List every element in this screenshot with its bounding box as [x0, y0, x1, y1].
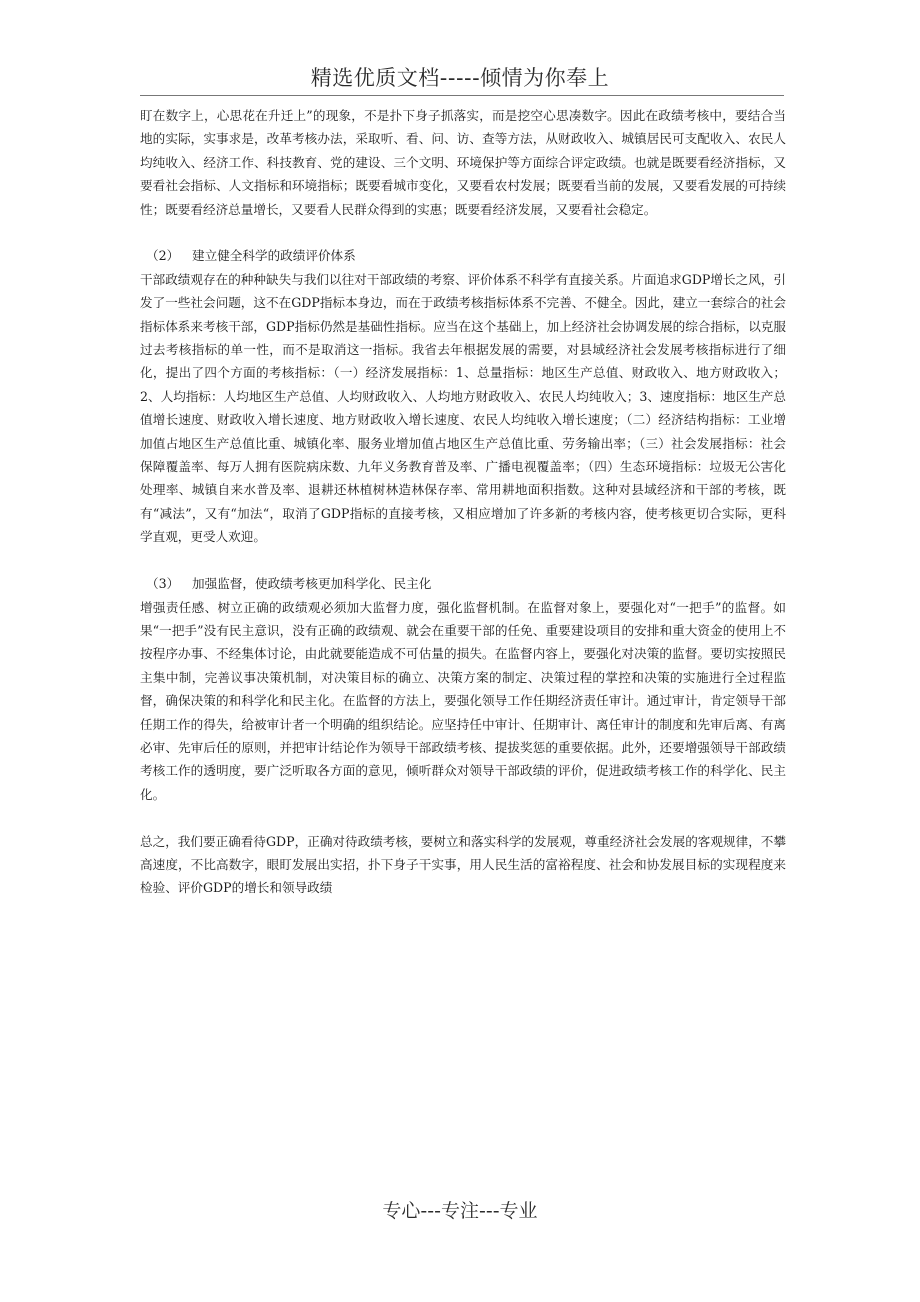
- page-footer-text: 专心---专注---专业: [382, 1200, 538, 1222]
- paragraph-gap: [140, 806, 786, 829]
- conclusion-paragraph: 总之，我们要正确看待GDP，正确对待政绩考核，要树立和落实科学的发展观，尊重经济社会发展的客观规律，不攀高速度，不比高数字，眼盯发展出实招，扑下身子干实事，用人民生活的富裕程度、社会和协发展目标的实现程度来检验、评价GDP的增长和领导政绩: [140, 833, 786, 896]
- section-3-number: （3）: [146, 576, 180, 592]
- section-3-body: 增强责任感、树立正确的政绩观必须加大监督力度，强化监督机制。在监督对象上，要强化对“一把手”的监督。如果“一把手”没有民主意识，没有正确的政绩观、就会在重要干部的任免、重要建设项目的安排和重大资金的使用上不按程序办事、不经集体讨论，由此就要能造成不可估量的损失。在监督内容上，要强化对决策的监督。要切实按照民主集中制，完善议事决策机制，对决策目标的确立、决策方案的制定、决策过程的掌控和决策的实施进行全过程监督，确保决策的和科学化和民主化。在监督的方法上，要强化领导工作任期经济责任审计。通过审计，肯定领导干部任期工作的得失，给被审计者一个明确的组织结论。应坚持任中审计、任期审计、离任审计的制度和先审后离、有离必审、先审后任的原则，并把审计结论作为领导干部政绩考核、提拔奖惩的重要依据。此外，还要增强领导干部政绩考核工作的透明度，要广泛听取各方面的意见，倾听群众对领导干部政绩的评价，促进政绩考核工作的科学化、民主化。: [140, 599, 786, 802]
- section-2-number: （2）: [146, 248, 180, 264]
- section-2-heading: [140, 244, 786, 267]
- header-divider: [140, 95, 784, 96]
- paragraph-gap: [140, 549, 786, 572]
- section-2-title: 建立健全科学的政绩评价体系: [192, 248, 356, 264]
- paragraph-gap: [140, 221, 786, 244]
- section-2-body: 干部政绩观存在的种种缺失与我们以往对干部政绩的考察、评价体系不科学有直接关系。片面追求GDP增长之风，引发了一些社会问题，这不在GDP指标本身边，而在于政绩考核指标体系不完善、不健全。因此，建立一套综合的社会指标体系来考核干部，GDP指标仍然是基础性指标。应当在这个基础上，加上经济社会协调发展的综合指标，以克服过去考核指标的单一性，而不是取消这一指标。我省去年根据发展的需要，对县域经济社会发展考核指标进行了细化，提出了四个方面的考核指标：（一）经济发展指标：1、总量指标：地区生产总值、财政收入、地方财政收入；2、人均指标：人均地区生产总值、人均财政收入、人均地方财政收入、农民人均纯收入；3、速度指标：地区生产总值增长速度、财政收入增长速度、地方财政收入增长速度、农民人均纯收入增长速度；（二）经济结构指标：工业增加值占地区生产总值比重、城镇化率、服务业增加值占地区生产总值比重、劳务输出率；（三）社会发展指标：社会保障覆盖率、每万人拥有医院病床数、九年义务教育普及率、广播电视覆盖率；（四）生态环境指标：垃圾无公害化处理率、城镇自来水普及率、退耕还林植树林造林保存率、常用耕地面积指数。这种对县域经济和干部的考核，既有“减法”，又有“加法“，取消了GDP指标的直接考核，又相应增加了许多新的考核内容，使考核更切合实际，更科学直观，更受人欢迎。: [140, 271, 786, 545]
- intro-paragraph: 盯在数字上，心思花在升迁上”的现象，不是扑下身子抓落实，而是挖空心思凑数字。因此在政绩考核中，要结合当地的实际，实事求是，改革考核办法，采取听、看、问、访、查等方法，从财政收入、城镇居民可支配收入、农民人均纯收入、经济工作、科技教育、党的建设、三个文明、环境保护等方面综合评定政绩。也就是既要看经济指标，又要看社会指标、人文指标和环境指标；既要看城市变化，又要看农村发展；既要看当前的发展，又要看发展的可持续性；既要看经济总量增长，又要看人民群众得到的实惠；既要看经济发展，又要看社会稳定。: [140, 108, 786, 217]
- page-header-title: 精选优质文档-----倾情为你奉上: [310, 66, 610, 90]
- section-3-heading: [140, 572, 786, 595]
- section-3-title: 加强监督，使政绩考核更加科学化、民主化: [192, 576, 432, 592]
- document-body: [140, 104, 786, 900]
